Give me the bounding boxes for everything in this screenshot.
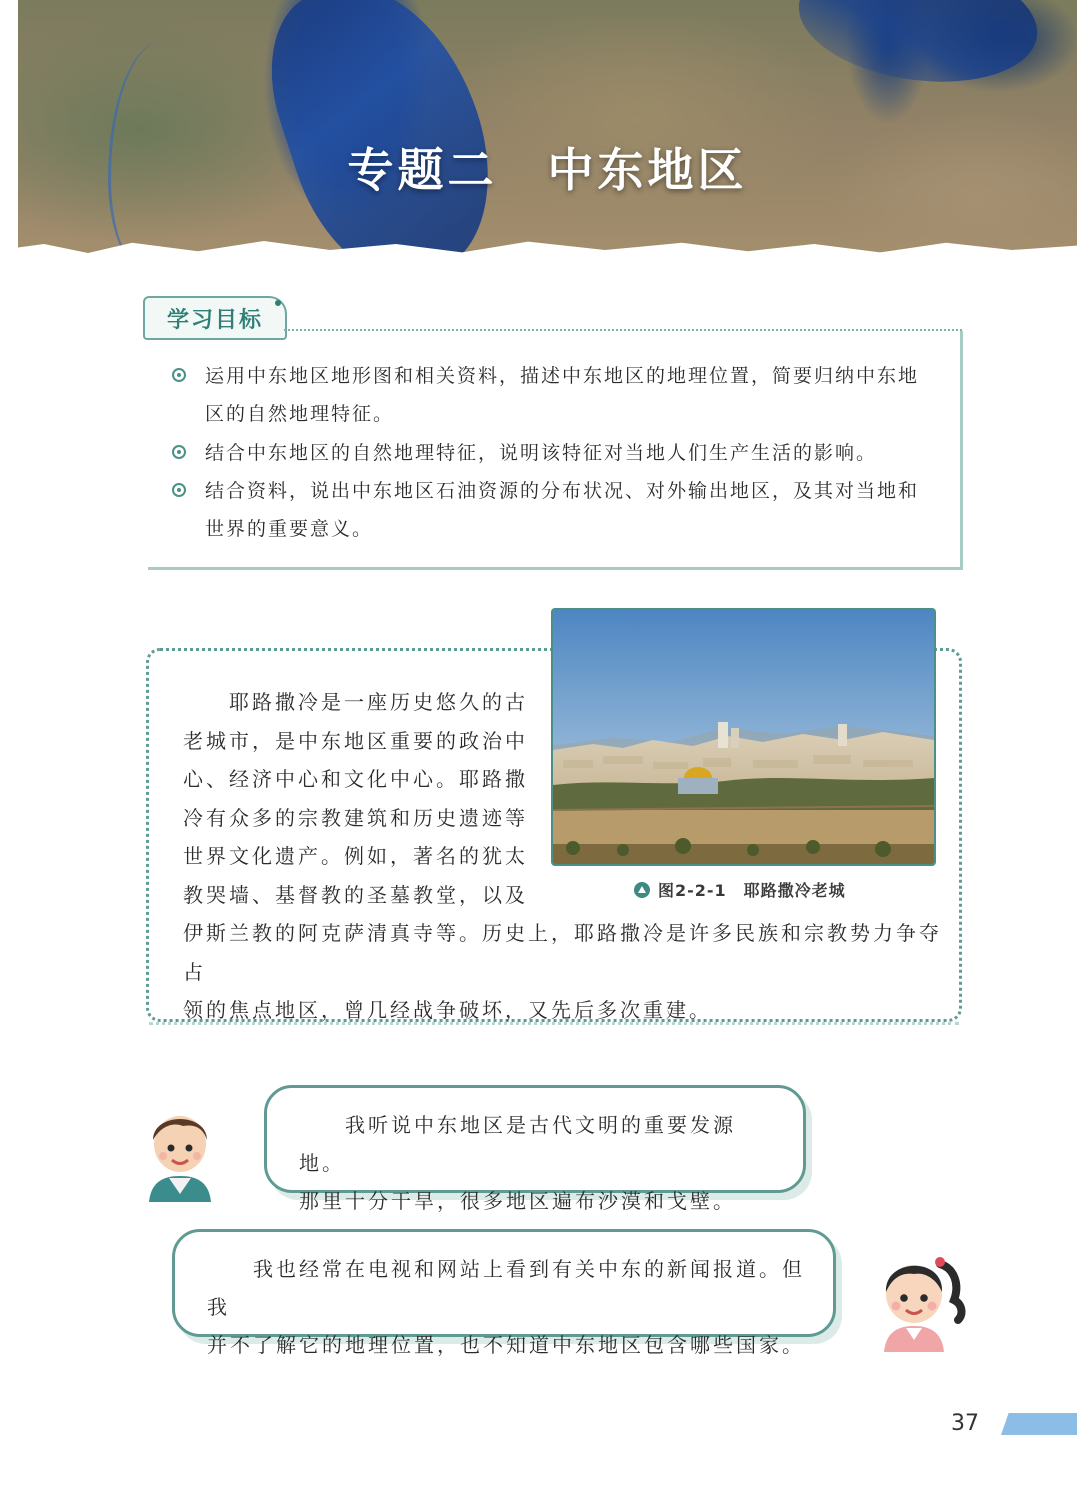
boy-avatar — [143, 1102, 217, 1202]
speech-line: 并不了解它的地理位置，也不知道中东地区包含哪些国家。 — [207, 1333, 805, 1357]
figure-caption: 图2-2-1 耶路撒冷老城 — [634, 878, 846, 901]
target-bullet-icon — [172, 445, 186, 459]
objective-item: 结合中东地区的自然地理特征，说明该特征对当地人们生产生活的影响。 — [172, 434, 932, 472]
gulf-region — [791, 0, 1045, 96]
triangle-marker-icon — [634, 882, 650, 898]
girl-avatar — [870, 1244, 966, 1352]
target-bullet-icon — [172, 483, 186, 497]
boy-speech-bubble — [264, 1085, 806, 1213]
reading-line: 伊斯兰教的阿克萨清真寺等。历史上，耶路撒冷是许多民族和宗教势力争夺占 — [183, 921, 942, 984]
girl-speech-bubble — [172, 1229, 836, 1357]
girl-avatar-illustration — [870, 1244, 966, 1352]
page-number-bar — [1001, 1413, 1077, 1435]
reading-line: 世界文化遗产。例如，著名的犹太 — [183, 844, 528, 868]
boy-avatar-illustration — [143, 1102, 217, 1202]
reading-line: 领的焦点地区，曾几经战争破坏，又先后多次重建。 — [183, 998, 712, 1022]
speech-line: 那里十分干旱，很多地区遍布沙漠和戈壁。 — [299, 1189, 736, 1213]
speech-line: 我听说中东地区是古代文明的重要发源地。 — [299, 1113, 736, 1175]
reading-line: 耶路撒冷是一座历史悠久的古 — [229, 690, 528, 714]
objectives-box — [148, 331, 963, 570]
reading-line: 老城市，是中东地区重要的政治中 — [183, 728, 528, 753]
speech-line: 我也经常在电视和网站上看到有关中东的新闻报道。但我 — [207, 1257, 805, 1319]
objective-item: 运用中东地区地形图和相关资料，描述中东地区的地理位置，简要归纳中东地区的自然地理特征。 — [172, 357, 932, 433]
page-number: 37 — [951, 1411, 979, 1436]
reading-line: 教哭墙、基督教的圣墓教堂，以及 — [183, 882, 528, 907]
objectives-tab-label: 学习目标 — [166, 307, 263, 333]
reading-passage — [183, 683, 943, 1030]
red-sea-region — [246, 0, 519, 262]
chapter-title: 专题二 中东地区 — [347, 143, 748, 197]
reading-line: 心、经济中心和文化中心。耶路撒 — [183, 767, 528, 791]
target-bullet-icon — [172, 368, 186, 382]
objective-item: 结合资料，说出中东地区石油资源的分布状况、对外输出地区，及其对当地和世界的重要意义。 — [172, 472, 932, 548]
reading-line: 冷有众多的宗教建筑和历史遗迹等 — [183, 805, 528, 830]
header-banner — [18, 0, 1077, 262]
tab-dot-icon — [275, 300, 281, 306]
